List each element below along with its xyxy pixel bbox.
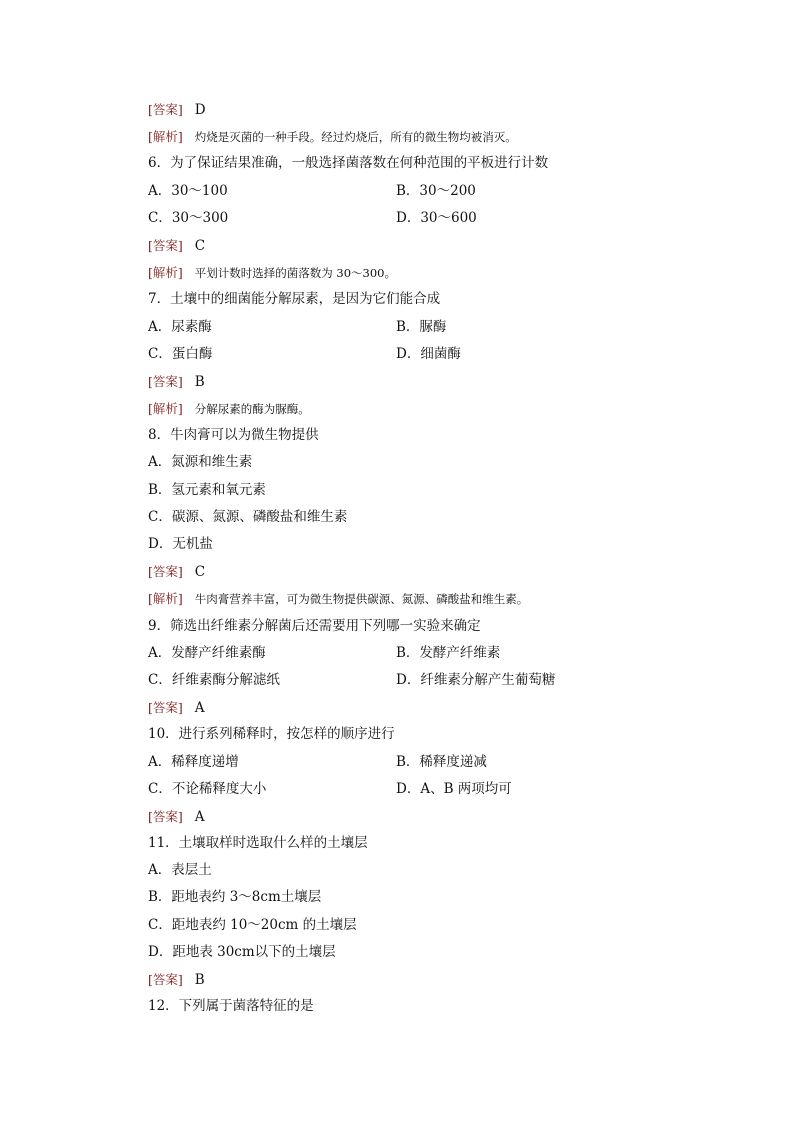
answer-value: C bbox=[194, 237, 206, 254]
option-right: B．发酵产纤维素 bbox=[396, 644, 501, 661]
question-text: 11．土壤取样时选取什么样的土壤层 bbox=[148, 835, 368, 852]
answer-tag: [答案] bbox=[148, 102, 183, 117]
question-line bbox=[148, 286, 708, 313]
option-line bbox=[148, 939, 708, 966]
option-text: D．距地表 30cm以下的土壤层 bbox=[148, 943, 336, 960]
explanation-text: 灼烧是灭菌的一种手段。经过灼烧后，所有的微生物均被消灭。 bbox=[194, 130, 517, 145]
answer-line bbox=[148, 232, 708, 259]
answer-line bbox=[148, 966, 708, 993]
answer-tag: [答案] bbox=[148, 373, 183, 389]
option-right: D．细菌酶 bbox=[396, 345, 461, 362]
option-left: A．稀释度递增 bbox=[148, 753, 239, 770]
option-text: D．无机盐 bbox=[148, 536, 213, 552]
explain-line bbox=[148, 585, 708, 612]
question-text: 12．下列属于菌落特征的是 bbox=[148, 998, 314, 1015]
answer-tag: [答案] bbox=[148, 972, 183, 987]
option-left: C．不论稀释度大小 bbox=[148, 780, 267, 797]
options2-line bbox=[148, 341, 708, 368]
answer-value: C bbox=[194, 564, 206, 581]
option-left: A．发酵产纤维素酶 bbox=[148, 644, 266, 661]
option-right: B．脲酶 bbox=[396, 318, 447, 335]
option-right: B．稀释度递减 bbox=[396, 753, 487, 770]
options2-line bbox=[148, 314, 708, 341]
option-line bbox=[148, 912, 708, 939]
explanation-tag: [解析] bbox=[148, 401, 183, 417]
question-line bbox=[148, 993, 708, 1020]
answer-value: B bbox=[194, 972, 205, 988]
answer-line bbox=[148, 558, 708, 585]
explain-line bbox=[148, 395, 708, 422]
option-line bbox=[148, 857, 708, 884]
option-text: B．氢元素和氧元素 bbox=[148, 481, 266, 498]
option-right: D．30～600 bbox=[396, 209, 477, 226]
explanation-text: 牛肉膏营养丰富，可为微生物提供碳源、氮源、磷酸盐和维生素。 bbox=[194, 592, 529, 607]
question-text: 7．土壤中的细菌能分解尿素，是因为它们能合成 bbox=[148, 291, 441, 308]
answer-value: A bbox=[194, 808, 205, 825]
answer-line bbox=[148, 694, 708, 721]
answer-tag: [答案] bbox=[148, 808, 183, 824]
options2-line bbox=[148, 667, 708, 694]
explain-line bbox=[148, 259, 708, 286]
option-right: D．A、B 两项均可 bbox=[396, 780, 512, 797]
option-text: B．距地表约 3～8cm土壤层 bbox=[148, 889, 322, 906]
explanation-text: 平划计数时选择的菌落数为 30～300。 bbox=[194, 266, 397, 281]
explain-line bbox=[148, 123, 708, 150]
option-left: A．30～100 bbox=[148, 182, 228, 199]
explanation-tag: [解析] bbox=[148, 129, 183, 145]
option-line bbox=[148, 504, 708, 531]
answer-line bbox=[148, 96, 708, 123]
option-left: C．30～300 bbox=[148, 209, 229, 226]
answer-value: D bbox=[194, 102, 206, 118]
option-text: C．距地表约 10～20cm 的土壤层 bbox=[148, 916, 357, 933]
options2-line bbox=[148, 749, 708, 776]
option-line bbox=[148, 477, 708, 504]
explanation-tag: [解析] bbox=[148, 265, 183, 281]
options2-line bbox=[148, 640, 708, 667]
option-right: B．30～200 bbox=[396, 182, 476, 199]
option-right: D．纤维素分解产生葡萄糖 bbox=[396, 671, 556, 688]
options2-line bbox=[148, 178, 708, 205]
explanation-text: 分解尿素的酶为脲酶。 bbox=[194, 402, 310, 417]
answer-line bbox=[148, 803, 708, 830]
question-text: 9．筛选出纤维素分解菌后还需要用下列哪一实验来确定 bbox=[148, 617, 481, 634]
question-text: 8．牛肉膏可以为微生物提供 bbox=[148, 427, 319, 444]
option-line bbox=[148, 449, 708, 476]
options2-line bbox=[148, 205, 708, 232]
explanation-tag: [解析] bbox=[148, 591, 183, 607]
question-line bbox=[148, 422, 708, 449]
answer-value: B bbox=[194, 373, 205, 390]
question-line bbox=[148, 830, 708, 857]
option-text: C．碳源、氮源、磷酸盐和维生素 bbox=[148, 508, 348, 525]
question-line bbox=[148, 721, 708, 748]
answer-line bbox=[148, 368, 708, 395]
option-line bbox=[148, 884, 708, 911]
answer-tag: [答案] bbox=[148, 700, 183, 716]
question-text: 10．进行系列稀释时，按怎样的顺序进行 bbox=[148, 726, 395, 743]
option-left: C．纤维素酶分解滤纸 bbox=[148, 671, 280, 688]
question-text: 6．为了保证结果准确，一般选择菌落数在何种范围的平板进行计数 bbox=[148, 155, 549, 172]
answer-tag: [答案] bbox=[148, 237, 183, 253]
question-line bbox=[148, 613, 708, 640]
option-left: A．尿素酶 bbox=[148, 318, 212, 335]
option-text: A．氮源和维生素 bbox=[148, 454, 253, 471]
options2-line bbox=[148, 776, 708, 803]
answer-tag: [答案] bbox=[148, 564, 183, 580]
question-line bbox=[148, 150, 708, 177]
option-line bbox=[148, 531, 708, 558]
option-left: C．蛋白酶 bbox=[148, 345, 213, 362]
document-body bbox=[148, 96, 708, 1020]
answer-value: A bbox=[194, 700, 205, 717]
option-text: A．表层土 bbox=[148, 862, 212, 879]
